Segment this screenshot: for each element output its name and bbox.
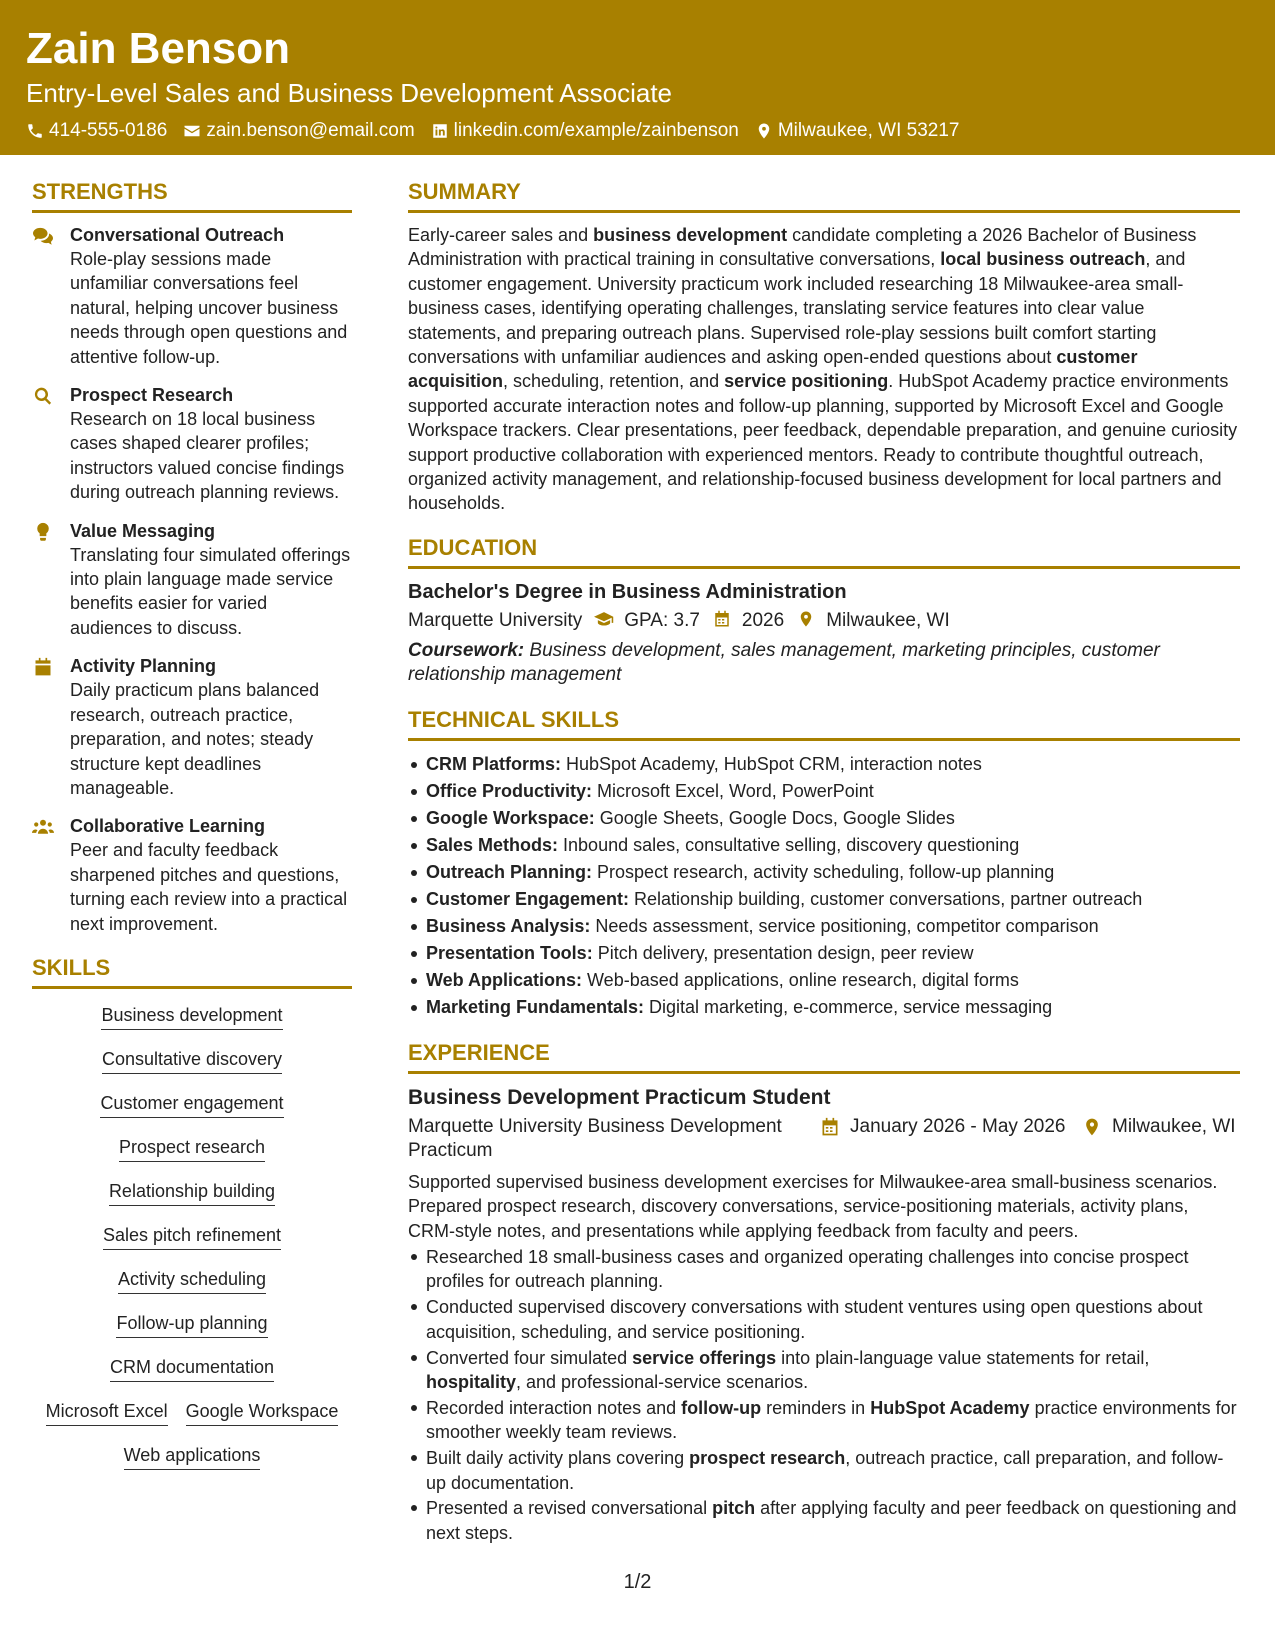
list-item: Web Applications: Web-based applications, online research, digital forms bbox=[408, 967, 1240, 994]
education-meta bbox=[408, 605, 1240, 637]
education-heading: EDUCATION bbox=[408, 534, 1240, 569]
calendar-icon bbox=[32, 657, 54, 677]
job-title: Business Development Practicum Student bbox=[408, 1085, 831, 1109]
list-item: Researched 18 small-business cases and organized operating challenges into concise prospect profiles for outreach planning. bbox=[408, 1245, 1240, 1294]
experience-heading: EXPERIENCE bbox=[408, 1039, 1240, 1074]
skill-tag: Customer engagement bbox=[100, 1091, 283, 1118]
coursework: Coursework: Business development, sales management, marketing principles, customer relationship management bbox=[408, 639, 1160, 686]
strength-item bbox=[32, 814, 352, 936]
skill-tag: Prospect research bbox=[119, 1135, 265, 1162]
phone-text: 414-555-0186 bbox=[49, 120, 168, 141]
contact-linkedin[interactable] bbox=[431, 118, 739, 144]
list-item: Presented a revised conversational pitch after applying faculty and peer feedback on questioning and next steps. bbox=[408, 1496, 1240, 1545]
list-item: Marketing Fundamentals: Digital marketing, e-commerce, service messaging bbox=[408, 994, 1240, 1021]
technical-skills-heading: TECHNICAL SKILLS bbox=[408, 706, 1240, 741]
skills-heading: SKILLS bbox=[32, 954, 352, 989]
email-text: zain.benson@email.com bbox=[206, 120, 415, 141]
list-item: Presentation Tools: Pitch delivery, presentation design, peer review bbox=[408, 940, 1240, 967]
list-item: Google Workspace: Google Sheets, Google Docs, Google Slides bbox=[408, 805, 1240, 832]
job-bullets bbox=[408, 1245, 1240, 1545]
graduation-year: 2026 bbox=[741, 609, 785, 631]
gpa: GPA: 3.7 bbox=[624, 609, 700, 631]
skill-tag: Sales pitch refinement bbox=[103, 1223, 281, 1250]
strength-title: Conversational Outreach bbox=[70, 225, 285, 245]
strength-description: Translating four simulated offerings into plain language made service benefits easier for varied audiences to discuss. bbox=[70, 544, 351, 638]
strength-description: Role-play sessions made unfamiliar conversations feel natural, helping uncover business needs through open questions and attentive follow-up. bbox=[70, 249, 348, 367]
list-item: Business Analysis: Needs assessment, service positioning, competitor comparison bbox=[408, 913, 1240, 940]
education-location: Milwaukee, WI bbox=[826, 609, 950, 631]
candidate-title: Entry-Level Sales and Business Development Associate bbox=[26, 78, 673, 108]
summary-text: Early-career sales and business development candidate completing a 2026 Bachelor of Business Administration with practical training in consultative conversations, local business outreach, and customer engagement. University practicum work included researching 18 Milwaukee-area small-business cases, identifying operating challenges, translating service features into clear value statements, and preparing outreach plans. Supervised role-play sessions built comfort starting conversations with unfamiliar audiences and asking open-ended questions about customer acquisition, scheduling, retention, and service positioning. HubSpot Academy practice environments supported accurate interaction notes and follow-up planning, supported by Microsoft Excel and Google Workspace trackers. Clear presentations, peer feedback, dependable preparation, and genuine curiosity support productive collaboration with experienced mentors. Ready to contribute thoughtful outreach, organized activity management, and relationship-focused business development for local partners and households. bbox=[408, 225, 1238, 514]
strength-description: Daily practicum plans balanced research, outreach practice, preparation, and notes; steady structure kept deadlines manageable. bbox=[70, 680, 320, 798]
strength-item bbox=[32, 654, 352, 800]
strength-item bbox=[32, 383, 352, 505]
calendar-icon bbox=[712, 610, 732, 628]
list-item: Conducted supervised discovery conversations with student ventures using open questions about acquisition, scheduling, and service positioning. bbox=[408, 1295, 1240, 1344]
strength-title: Activity Planning bbox=[70, 656, 217, 677]
list-item: Converted four simulated service offerings into plain-language value statements for retail, hospitality, and professional-service scenarios. bbox=[408, 1346, 1240, 1395]
map-pin-icon bbox=[755, 122, 773, 140]
contact-location bbox=[755, 118, 960, 144]
users-icon bbox=[32, 817, 54, 837]
map-pin-icon bbox=[796, 610, 816, 628]
list-item: Outreach Planning: Prospect research, activity scheduling, follow-up planning bbox=[408, 859, 1240, 886]
contact-email[interactable] bbox=[183, 118, 414, 144]
search-icon bbox=[32, 386, 54, 406]
page-number: 1/2 bbox=[623, 1571, 652, 1593]
left-column bbox=[32, 178, 352, 1470]
contact-phone[interactable] bbox=[26, 118, 167, 144]
right-column bbox=[408, 178, 1240, 1547]
job-location: Milwaukee, WI bbox=[1082, 1115, 1240, 1163]
technical-skills-list bbox=[408, 751, 1240, 1021]
degree-title: Bachelor's Degree in Business Administration bbox=[408, 580, 847, 603]
contact-row bbox=[26, 118, 1249, 144]
list-item: Office Productivity: Microsoft Excel, Word, PowerPoint bbox=[408, 778, 1240, 805]
list-item: Sales Methods: Inbound sales, consultative selling, discovery questioning bbox=[408, 832, 1240, 859]
skill-tag: Follow-up planning bbox=[116, 1311, 267, 1338]
list-item: Recorded interaction notes and follow-up reminders in HubSpot Academy practice environments for smoother weekly team reviews. bbox=[408, 1396, 1240, 1445]
school-name: Marquette University bbox=[408, 609, 583, 631]
calendar-icon bbox=[820, 1117, 840, 1137]
graduation-cap-icon bbox=[594, 610, 614, 628]
list-item: Customer Engagement: Relationship building, customer conversations, partner outreach bbox=[408, 886, 1240, 913]
strength-title: Value Messaging bbox=[70, 520, 216, 541]
skill-tag: CRM documentation bbox=[110, 1355, 274, 1382]
candidate-name: Zain Benson bbox=[26, 24, 291, 73]
skills-list bbox=[32, 1003, 352, 1470]
summary-heading: SUMMARY bbox=[408, 178, 1240, 213]
job-organization: Marquette University Business Development Practicum bbox=[408, 1115, 782, 1161]
skill-tag: Business development bbox=[101, 1003, 282, 1030]
strength-item bbox=[32, 223, 352, 369]
location-text: Milwaukee, WI 53217 bbox=[777, 120, 960, 141]
linkedin-icon bbox=[431, 122, 449, 140]
skill-tag: Microsoft Excel bbox=[46, 1399, 168, 1426]
job-dates: January 2026 - May 2026 bbox=[820, 1115, 1082, 1163]
strength-description: Peer and faculty feedback sharpened pitches and questions, turning each review into a practical next improvement. bbox=[70, 840, 348, 934]
strength-item bbox=[32, 519, 352, 641]
email-icon bbox=[183, 122, 201, 140]
strength-title: Collaborative Learning bbox=[70, 816, 266, 837]
skill-tag: Activity scheduling bbox=[118, 1267, 266, 1294]
job-intro: Supported supervised business development exercises for Milwaukee-area small-business scenarios. Prepared prospect research, discovery conversations, service-positioning materials, activity plans, CRM-style notes, and presentations while applying feedback from faculty and peers. bbox=[408, 1171, 1218, 1241]
map-pin-icon bbox=[1082, 1117, 1102, 1137]
list-item: CRM Platforms: HubSpot Academy, HubSpot CRM, interaction notes bbox=[408, 751, 1240, 778]
lightbulb-icon bbox=[32, 522, 54, 542]
skill-tag: Relationship building bbox=[109, 1179, 275, 1206]
phone-icon bbox=[26, 122, 44, 140]
skill-tag: Web applications bbox=[124, 1443, 261, 1470]
strength-title: Prospect Research bbox=[70, 385, 234, 406]
skill-tag: Consultative discovery bbox=[102, 1047, 282, 1074]
chat-icon bbox=[32, 226, 54, 246]
strength-description: Research on 18 local business cases shaped clearer profiles; instructors valued concise findings during outreach planning reviews. bbox=[70, 409, 345, 503]
linkedin-text: linkedin.com/example/zainbenson bbox=[453, 120, 739, 141]
skill-tag: Google Workspace bbox=[186, 1399, 339, 1426]
list-item: Built daily activity plans covering prospect research, outreach practice, call preparation, and follow-up documentation. bbox=[408, 1446, 1240, 1495]
resume-header bbox=[0, 0, 1275, 155]
strengths-heading: STRENGTHS bbox=[32, 178, 352, 213]
job-meta bbox=[408, 1115, 1240, 1163]
